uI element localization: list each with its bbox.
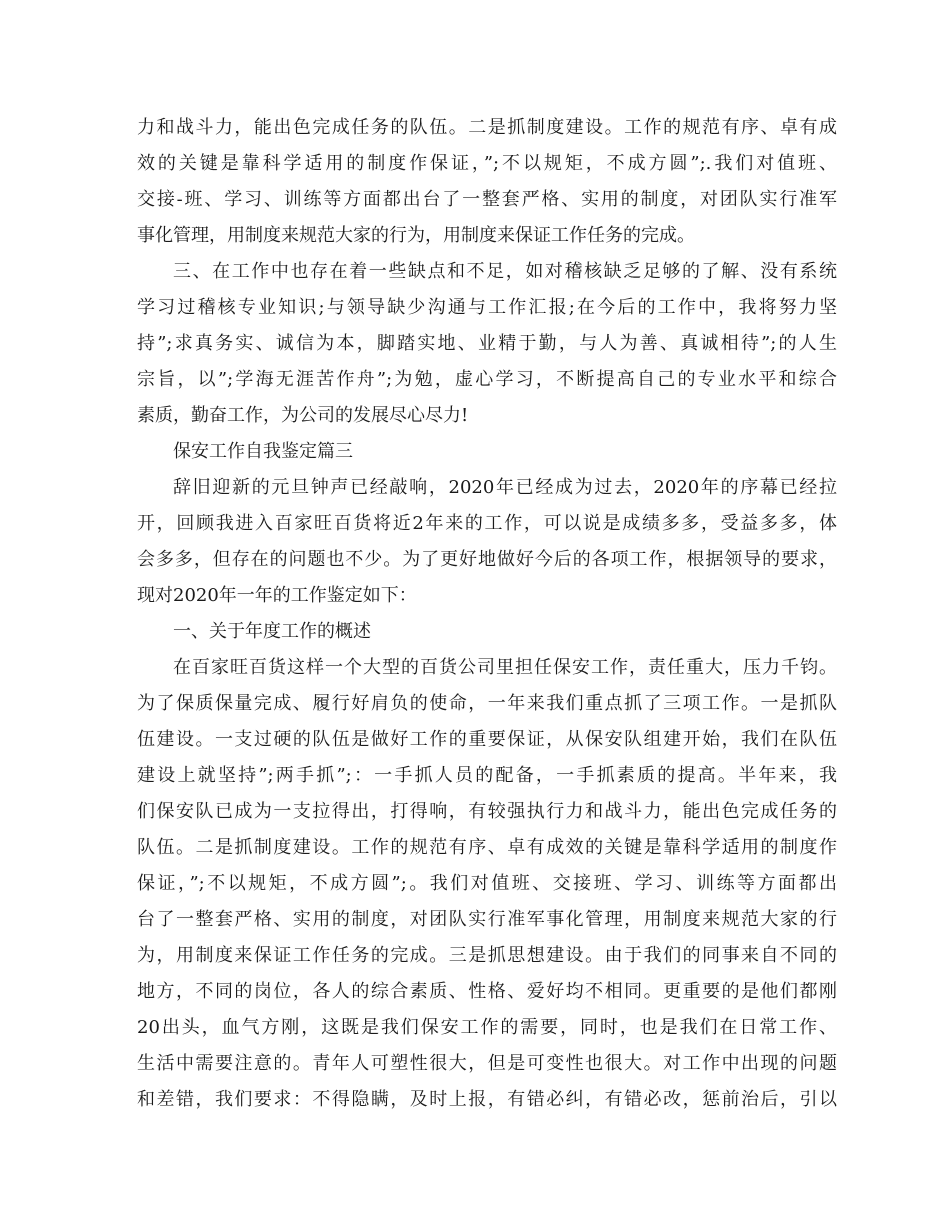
section-heading: 保安工作自我鉴定篇三 <box>173 441 353 462</box>
text-line-1: 力和战斗力，能出色完成任务的队伍。二是抓制度建设。工作的规范有序、卓有成 <box>137 117 837 138</box>
text-line-9: 素质，勤奋工作，为公司的发展尽心尽力! <box>137 405 469 426</box>
text-line-28: 和差错，我们要求：不得隐瞒，及时上报，有错必纠，有错必改，惩前治后，引以 <box>137 1089 837 1110</box>
text-line-8: 宗旨，以”;学海无涯苦作舟”;为勉，虚心学习，不断提高自己的专业水平和综合 <box>137 369 837 390</box>
text-line-3: 交接-班、学习、训练等方面都出台了一整套严格、实用的制度，对团队实行准军 <box>137 189 837 210</box>
text-line-16: 在百家旺百货这样一个大型的百货公司里担任保安工作，责任重大，压力千钧。 <box>173 657 837 678</box>
text-line-19: 建设上就坚持”;两手抓”;：一手抓人员的配备，一手抓素质的提高。半年来，我 <box>137 765 837 786</box>
text-line-22: 保证，”;不以规矩，不成方圆”;。我们对值班、交接班、学习、训练等方面都出 <box>137 873 837 894</box>
text-line-18: 伍建设。一支过硬的队伍是做好工作的重要保证，从保安队组建开始，我们在队伍 <box>137 729 837 750</box>
text-line-13: 会多多，但存在的问题也不少。为了更好地做好今后的各项工作，根据领导的要求， <box>137 549 837 570</box>
text-line-5: 三、在工作中也存在着一些缺点和不足，如对稽核缺乏足够的了解、没有系统 <box>173 261 837 282</box>
text-line-23: 台了一整套严格、实用的制度，对团队实行准军事化管理，用制度来规范大家的行 <box>137 909 837 930</box>
text-line-4: 事化管理，用制度来规范大家的行为，用制度来保证工作任务的完成。 <box>137 225 695 246</box>
text-line-14: 现对2020年一年的工作鉴定如下： <box>137 585 417 606</box>
text-line-26: 20出头，血气方刚，这既是我们保安工作的需要，同时，也是我们在日常工作、 <box>137 1017 837 1038</box>
subsection-heading: 一、关于年度工作的概述 <box>173 621 371 642</box>
text-line-6: 学习过稽核专业知识;与领导缺少沟通与工作汇报;在今后的工作中，我将努力坚 <box>137 297 837 318</box>
text-line-17: 为了保质保量完成、履行好肩负的使命，一年来我们重点抓了三项工作。一是抓队 <box>137 693 837 714</box>
text-line-2: 效的关键是靠科学适用的制度作保证，”;不以规矩，不成方圆”;.我们对值班、 <box>137 153 837 174</box>
text-line-11: 辞旧迎新的元旦钟声已经敲响，2020年已经成为过去，2020年的序幕已经拉 <box>173 477 837 498</box>
text-line-7: 持”;求真务实、诚信为本，脚踏实地、业精于勤，与人为善、真诚相待”;的人生 <box>137 333 837 354</box>
text-line-20: 们保安队已成为一支拉得出，打得响，有较强执行力和战斗力，能出色完成任务的 <box>137 801 837 822</box>
text-line-27: 生活中需要注意的。青年人可塑性很大，但是可变性也很大。对工作中出现的问题 <box>137 1053 837 1074</box>
text-line-24: 为，用制度来保证工作任务的完成。三是抓思想建设。由于我们的同事来自不同的 <box>137 945 837 966</box>
text-line-12: 开，回顾我进入百家旺百货将近2年来的工作，可以说是成绩多多，受益多多，体 <box>137 513 837 534</box>
text-line-25: 地方，不同的岗位，各人的综合素质、性格、爱好均不相同。更重要的是他们都刚 <box>137 981 837 1002</box>
text-line-21: 队伍。二是抓制度建设。工作的规范有序、卓有成效的关键是靠科学适用的制度作 <box>137 837 837 858</box>
